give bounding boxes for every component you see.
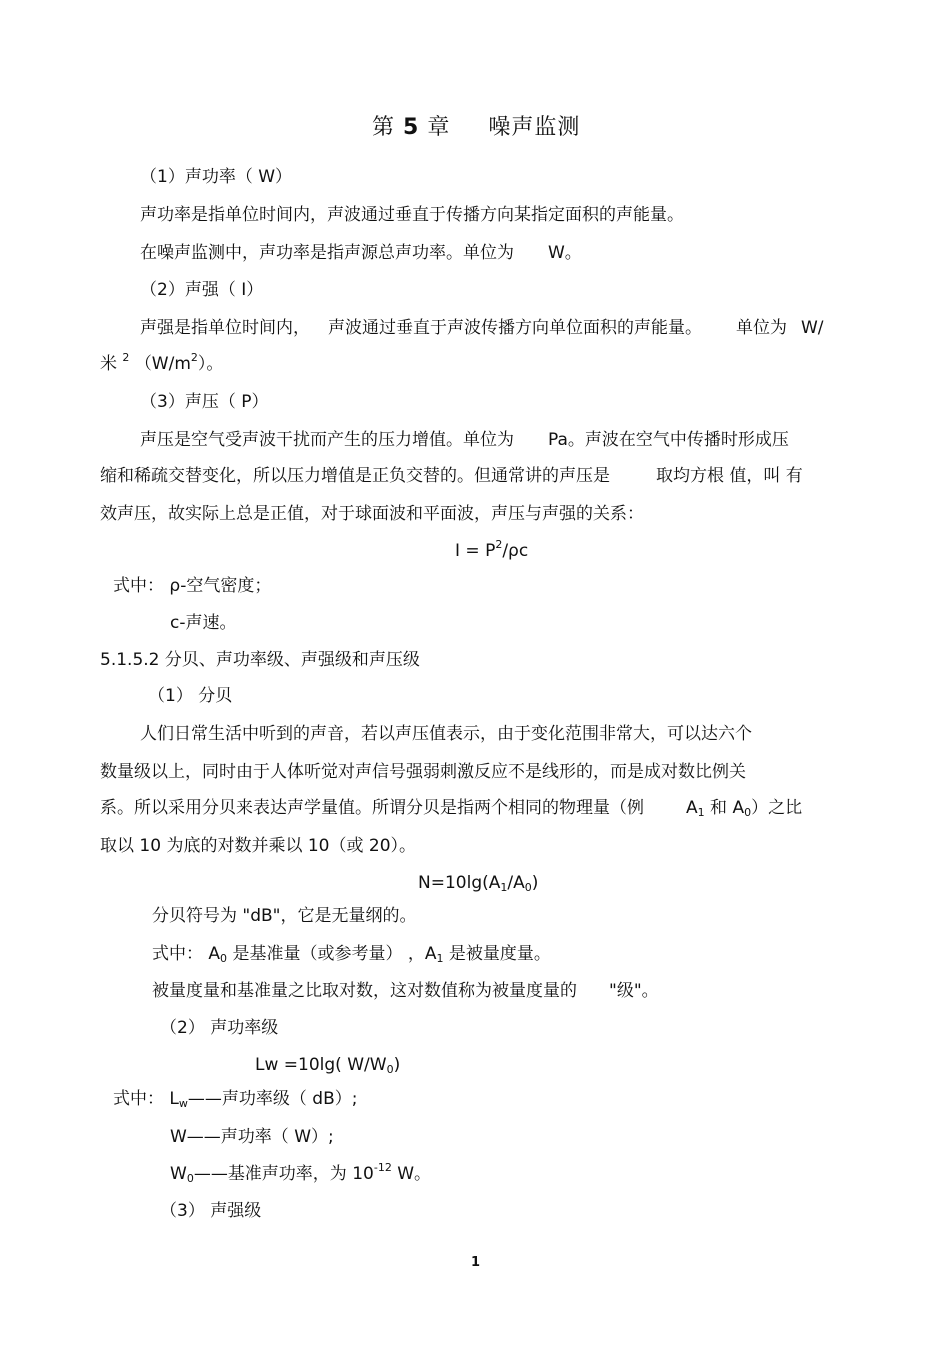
text: Pa。声波在空气中传播时形成压 <box>548 430 789 450</box>
formula-text: ) <box>531 873 539 893</box>
text: 式中： A <box>152 944 221 964</box>
superscript: 2 <box>122 351 130 364</box>
paragraph-sound-power-def: 声功率是指单位时间内，声波通过垂直于传播方向某指定面积的声能量。 <box>140 205 684 225</box>
chapter-title <box>372 117 580 139</box>
paragraph-decibel-4: 取以 10 为底的对数并乘以 10（或 20）。 <box>100 836 417 856</box>
text: 声强是指单位时间内， <box>140 318 310 338</box>
text: 和 A <box>704 798 745 818</box>
heading-decibel: （1） 分贝 <box>148 686 233 706</box>
formula-text: I = P <box>455 541 496 561</box>
subscript: 0 <box>524 881 532 894</box>
text: W。 <box>391 1164 432 1184</box>
formula-text: N=10lg(A <box>418 873 501 893</box>
subscript: w <box>178 1097 188 1110</box>
paragraph-sound-pressure-3: 效声压，故实际上总是正值，对于球面波和平面波，声压与声强的关系： <box>100 504 644 524</box>
text: 声波通过垂直于声波传播方向单位面积的声能量。 <box>328 318 702 338</box>
paragraph-sound-pressure-2 <box>100 465 803 487</box>
superscript: 2 <box>495 538 503 551</box>
formula-text: ) <box>393 1055 401 1075</box>
text: 单位为 <box>736 318 787 338</box>
text: 缩和稀疏交替变化，所以压力增值是正负交替的。但通常讲的声压是 <box>100 466 610 486</box>
note-db-level <box>152 980 659 1002</box>
chapter-prefix: 第 <box>372 115 396 140</box>
formula-intensity <box>455 540 528 564</box>
subscript: 0 <box>744 806 752 819</box>
superscript: 2 <box>190 351 198 364</box>
paragraph-sound-intensity-2 <box>100 353 223 377</box>
subscript: 0 <box>386 1063 394 1076</box>
superscript: -12 <box>373 1161 392 1174</box>
text: W/ <box>801 318 824 338</box>
text: 是被量度量。 <box>443 944 551 964</box>
text: （W/m <box>134 354 191 374</box>
text: ）。 <box>197 354 224 374</box>
note-db-where <box>152 943 551 967</box>
chapter-number: 5 <box>403 115 420 140</box>
text: 是基准量（或参考量） ，A <box>227 944 437 964</box>
paragraph-sound-power-unit <box>140 242 582 264</box>
text: ——基准声功率，为 10 <box>193 1164 374 1184</box>
text: 取均方根 值，叫 有 <box>656 466 803 486</box>
paragraph-decibel-3 <box>100 797 802 821</box>
formula-decibel <box>418 872 538 896</box>
formula-text: /ρc <box>502 541 529 561</box>
note-db-symbol: 分贝符号为 "dB"，它是无量纲的。 <box>152 906 417 926</box>
formula-text: /A <box>507 873 525 893</box>
text: A <box>686 798 698 818</box>
paragraph-sound-intensity-1 <box>140 317 824 339</box>
page-number: 1 <box>471 1255 481 1270</box>
paragraph-decibel-1: 人们日常生活中听到的声音，若以声压值表示，由于变化范围非常大，可以达六个 <box>140 724 752 744</box>
subscript: 1 <box>500 881 508 894</box>
formula-text: Lw =10lg( W/W <box>255 1055 387 1075</box>
where-lw <box>113 1088 357 1112</box>
section-heading: 5.1.5.2 分贝、声功率级、声强级和声压级 <box>100 650 420 670</box>
where-air-density: 式中： ρ-空气密度； <box>113 576 272 596</box>
subscript: 0 <box>220 952 228 965</box>
text: "级"。 <box>609 981 659 1001</box>
chapter-name: 噪声监测 <box>488 115 581 140</box>
text: 式中： L <box>113 1089 179 1109</box>
formula-sound-power-level <box>255 1054 400 1078</box>
paragraph-decibel-2: 数量级以上，同时由于人体听觉对声信号强弱刺激反应不是线形的，而是成对数比例关 <box>100 762 746 782</box>
text: 被量度量和基准量之比取对数，这对数值称为被量度量的 <box>152 981 577 1001</box>
where-w: W——声功率（ W）; <box>170 1127 334 1147</box>
subscript: 0 <box>186 1172 194 1185</box>
text: ——声功率级（ dB）; <box>187 1089 358 1109</box>
unit-text: W。 <box>548 243 582 263</box>
heading-sound-pressure: （3）声压（ P） <box>140 392 269 412</box>
text: ）之比 <box>751 798 803 818</box>
heading-sound-power: （1）声功率（ W） <box>140 167 293 187</box>
heading-sound-power-level: （2） 声功率级 <box>160 1018 279 1038</box>
subscript: 1 <box>697 806 705 819</box>
heading-sound-intensity: （2）声强（ I） <box>140 280 264 300</box>
paragraph-sound-pressure-1 <box>140 429 789 451</box>
chapter-suffix: 章 <box>427 115 451 140</box>
text: W <box>170 1164 187 1184</box>
text: 米 <box>100 354 117 374</box>
subscript: 1 <box>436 952 444 965</box>
where-w0 <box>170 1163 431 1187</box>
where-sound-speed: c-声速。 <box>170 613 237 633</box>
text: 系。所以采用分贝来表达声学量值。所谓分贝是指两个相同的物理量（例 <box>100 798 644 818</box>
text: 声压是空气受声波干扰而产生的压力增值。单位为 <box>140 430 514 450</box>
text: 在噪声监测中，声功率是指声源总声功率。单位为 <box>140 243 514 263</box>
heading-sound-intensity-level: （3） 声强级 <box>160 1201 262 1221</box>
